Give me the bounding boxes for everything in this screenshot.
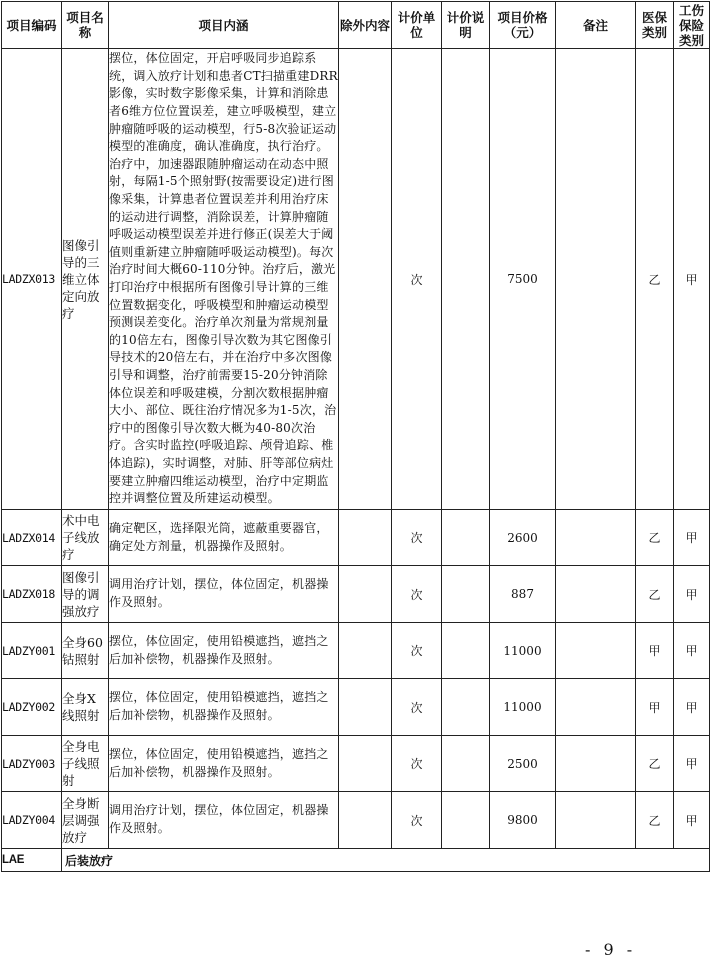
row-unit: 次 — [392, 792, 442, 849]
header-price: 项目价格（元） — [490, 2, 556, 49]
table-row — [2, 792, 710, 849]
category-name: 后装放疗 — [62, 849, 710, 872]
row-price: 9800 — [490, 792, 556, 849]
row-med-ins: 乙 — [636, 792, 674, 849]
table-row — [2, 736, 710, 792]
table-row — [2, 623, 710, 679]
row-unit: 次 — [392, 679, 442, 736]
row-name: 全身电子线照射 — [62, 736, 109, 792]
category-row — [2, 849, 710, 872]
row-price: 11000 — [490, 679, 556, 736]
row-exclusion — [339, 566, 392, 623]
row-med-ins: 甲 — [636, 679, 674, 736]
row-work-ins: 甲 — [674, 49, 710, 510]
row-work-ins: 甲 — [674, 623, 710, 679]
row-remark — [556, 49, 636, 510]
header-code: 项目编码 — [2, 2, 62, 49]
row-remark — [556, 792, 636, 849]
row-content: 摆位，体位固定，开启呼吸同步追踪系统，调入放疗计划和患者CT扫描重建DRR影像，实时数字影像采集，计算和消除患者6维方位位置误差，建立呼吸模型，建立肿瘤随呼吸的运动模型，行5-8次验证运动模型的准确度，确认准确度，执行治疗。治疗中，加速器跟随肿瘤运动在动态中照射，每隔1-5个照射野(按需要设定)进行图像采集，计算患者位置误差并利用治疗床的运动进行调整，消除误差，计算肿瘤随呼吸运动模型误差并进行修正(误差大于阈值则重新建立肿瘤随呼吸运动模型)。每次治疗时间大概60-110分钟。治疗后，激光打印治疗中根据所有图像引导计算的三维位置数据变化，呼吸模型和肿瘤运动模型预测误差变化。治疗单次剂量为常规剂量的10倍左右，图像引导次数为其它图像引导技术的20倍左右，并在治疗中多次图像引导和调整，治疗前需要15-20分钟消除体位误差和呼吸建模，分割次数根据肿瘤大小、部位、既往治疗情况多为1-5次，治疗中的图像引导次数大概为40-80次治疗。含实时监控(呼吸追踪、颅骨追踪、椎体追踪)，实时调整，对肺、肝等部位病灶要建立肿瘤四维运动模型，治疗中定期监控并调整位置及所建运动模型。 — [109, 49, 339, 510]
row-name: 全身X线照射 — [62, 679, 109, 736]
row-work-ins: 甲 — [674, 679, 710, 736]
row-content: 确定靶区，选择限光筒，遮蔽重要器官，确定处方剂量，机器操作及照射。 — [109, 510, 339, 566]
table-row — [2, 679, 710, 736]
table-row — [2, 49, 710, 510]
table-row — [2, 566, 710, 623]
row-remark — [556, 623, 636, 679]
row-remark — [556, 510, 636, 566]
row-content: 摆位，体位固定，使用铅模遮挡，遮挡之后加补偿物，机器操作及照射。 — [109, 623, 339, 679]
row-code: LADZY003 — [2, 736, 62, 792]
row-name: 图像引导的三维立体定向放疗 — [62, 49, 109, 510]
row-content: 调用治疗计划，摆位，体位固定，机器操作及照射。 — [109, 792, 339, 849]
row-remark — [556, 566, 636, 623]
page-number: - 9 - — [585, 940, 637, 959]
row-price: 2500 — [490, 736, 556, 792]
header-exclusion: 除外内容 — [339, 2, 392, 49]
row-pricing-note — [442, 623, 490, 679]
row-exclusion — [339, 792, 392, 849]
row-code: LADZX018 — [2, 566, 62, 623]
row-content: 摆位，体位固定，使用铅模遮挡，遮挡之后加补偿物，机器操作及照射。 — [109, 679, 339, 736]
row-exclusion — [339, 49, 392, 510]
row-work-ins: 甲 — [674, 792, 710, 849]
row-code: LADZX014 — [2, 510, 62, 566]
row-price: 2600 — [490, 510, 556, 566]
row-name: 全身断层调强放疗 — [62, 792, 109, 849]
row-content: 调用治疗计划，摆位，体位固定，机器操作及照射。 — [109, 566, 339, 623]
row-unit: 次 — [392, 566, 442, 623]
row-remark — [556, 679, 636, 736]
row-pricing-note — [442, 679, 490, 736]
row-exclusion — [339, 679, 392, 736]
row-exclusion — [339, 510, 392, 566]
table-row — [2, 510, 710, 566]
row-code: LADZX013 — [2, 49, 62, 510]
row-code: LADZY002 — [2, 679, 62, 736]
row-price: 7500 — [490, 49, 556, 510]
row-exclusion — [339, 736, 392, 792]
header-remark: 备注 — [556, 2, 636, 49]
row-med-ins: 甲 — [636, 623, 674, 679]
header-work-ins: 工伤保险类别 — [674, 2, 710, 49]
row-med-ins: 乙 — [636, 566, 674, 623]
row-pricing-note — [442, 510, 490, 566]
category-code: LAE — [2, 849, 62, 872]
row-work-ins: 甲 — [674, 566, 710, 623]
header-unit: 计价单位 — [392, 2, 442, 49]
row-price: 11000 — [490, 623, 556, 679]
row-pricing-note — [442, 736, 490, 792]
header-content: 项目内涵 — [109, 2, 339, 49]
row-exclusion — [339, 623, 392, 679]
row-content: 摆位，体位固定，使用铅模遮挡，遮挡之后加补偿物，机器操作及照射。 — [109, 736, 339, 792]
row-price: 887 — [490, 566, 556, 623]
row-unit: 次 — [392, 736, 442, 792]
row-pricing-note — [442, 566, 490, 623]
row-unit: 次 — [392, 623, 442, 679]
row-name: 术中电子线放疗 — [62, 510, 109, 566]
header-pricing-note: 计价说明 — [442, 2, 490, 49]
row-med-ins: 乙 — [636, 510, 674, 566]
row-remark — [556, 736, 636, 792]
row-name: 图像引导的调强放疗 — [62, 566, 109, 623]
row-unit: 次 — [392, 510, 442, 566]
header-name: 项目名称 — [62, 2, 109, 49]
row-name: 全身60钴照射 — [62, 623, 109, 679]
table-header-row — [2, 2, 710, 49]
row-code: LADZY001 — [2, 623, 62, 679]
row-work-ins: 甲 — [674, 736, 710, 792]
row-work-ins: 甲 — [674, 510, 710, 566]
row-pricing-note — [442, 792, 490, 849]
row-med-ins: 乙 — [636, 49, 674, 510]
price-table — [1, 1, 710, 872]
header-med-ins: 医保类别 — [636, 2, 674, 49]
row-unit: 次 — [392, 49, 442, 510]
row-med-ins: 乙 — [636, 736, 674, 792]
row-code: LADZY004 — [2, 792, 62, 849]
row-pricing-note — [442, 49, 490, 510]
